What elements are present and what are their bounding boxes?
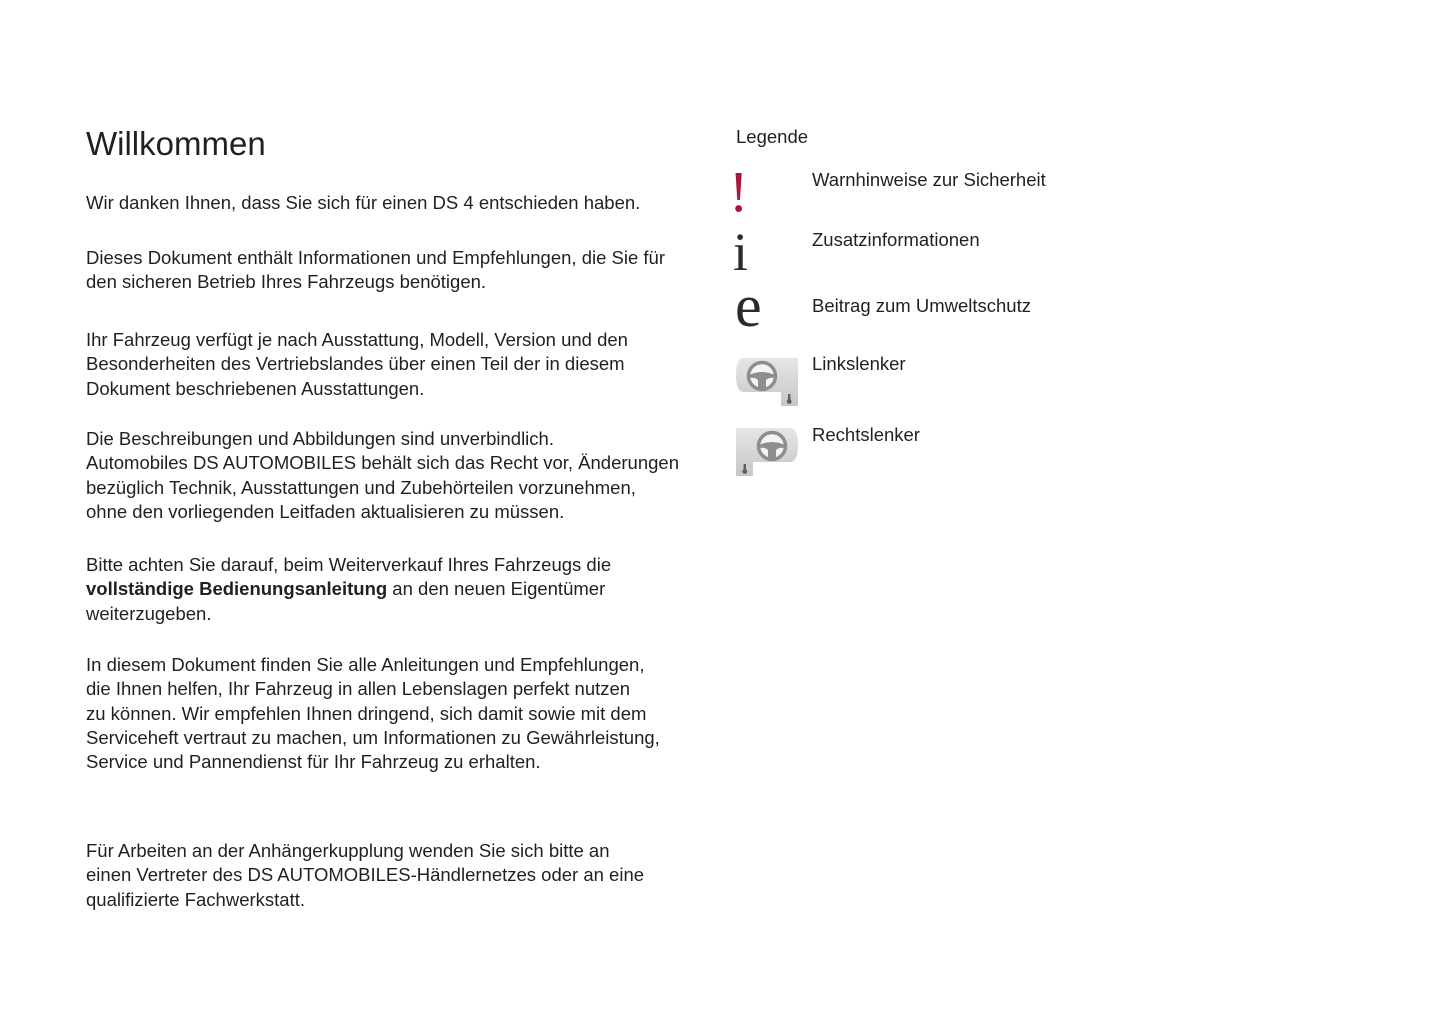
paragraph-line: den sicheren Betrieb Ihres Fahrzeugs benötigen. — [86, 271, 487, 293]
environment-icon: e — [735, 273, 762, 339]
paragraph-line: zu können. Wir empfehlen Ihnen dringend, sich damit sowie mit dem — [86, 702, 647, 724]
legend-label: Beitrag zum Umweltschutz — [812, 295, 1031, 316]
paragraph-resale — [86, 553, 611, 626]
paragraph-line — [86, 577, 611, 601]
left-hand-drive-icon — [735, 356, 799, 406]
paragraph-line: qualifizierte Fachwerkstatt. — [86, 888, 306, 910]
paragraph-line: Dieses Dokument enthält Informationen und Empfehlungen, die Sie für — [86, 247, 665, 268]
legend-label: Rechtslenker — [812, 424, 920, 445]
warning-exclamation-icon: ! — [729, 159, 749, 224]
legend-label: Warnhinweise zur Sicherheit — [812, 169, 1046, 190]
paragraph-line: einen Vertreter des DS AUTOMOBILES-Händlernetzes oder an eine — [86, 864, 645, 886]
paragraph-thanks — [86, 191, 640, 215]
paragraph-line: Serviceheft vertraut zu machen, um Informationen zu Gewährleistung, — [86, 726, 660, 748]
paragraph-equipment — [86, 328, 628, 401]
paragraph-line: In diesem Dokument finden Sie alle Anleitungen und Empfehlungen, — [86, 654, 645, 675]
info-icon: i — [733, 222, 749, 282]
legend-heading: Legende — [736, 126, 809, 147]
paragraph-line: weiterzugeben. — [86, 602, 212, 624]
paragraph-line: Service und Pannendienst für Ihr Fahrzeug zu erhalten. — [86, 751, 541, 773]
paragraph-line: Die Beschreibungen und Abbildungen sind unverbindlich. — [86, 428, 554, 449]
paragraph-line-rest: an den neuen Eigentümer — [387, 578, 606, 600]
thermometer-bulb — [787, 399, 792, 404]
paragraph-line: Besonderheiten des Vertriebslandes über einen Teil der in diesem — [86, 353, 625, 375]
paragraph-line: Wir danken Ihnen, dass Sie sich für einen DS 4 entschieden haben. — [86, 192, 641, 213]
paragraph-line: die Ihnen helfen, Ihr Fahrzeug in allen Lebenslagen perfekt nutzen — [86, 678, 631, 700]
legend-label: Linkslenker — [812, 353, 906, 374]
paragraph-line: Ihr Fahrzeug verfügt je nach Ausstattung, Modell, Version und den — [86, 329, 628, 350]
page-title: Willkommen — [86, 125, 266, 162]
emphasis-text: vollständige Bedienungsanleitung — [86, 578, 388, 600]
paragraph-line: ohne den vorliegenden Leitfaden aktualisieren zu müssen. — [86, 500, 565, 522]
thermometer-bulb — [742, 469, 747, 474]
paragraph-towbar — [86, 839, 644, 912]
paragraph-line: Dokument beschriebenen Ausstattungen. — [86, 377, 425, 399]
right-hand-drive-icon — [735, 426, 799, 476]
paragraph-line: Automobiles DS AUTOMOBILES behält sich das Recht vor, Änderungen — [86, 452, 679, 474]
paragraph-disclaimer — [86, 427, 679, 524]
legend-label: Zusatzinformationen — [812, 229, 980, 250]
paragraph-document-content — [86, 246, 665, 295]
paragraph-line: bezüglich Technik, Ausstattungen und Zubehörteilen vorzunehmen, — [86, 476, 636, 498]
paragraph-line: Bitte achten Sie darauf, beim Weiterverkauf Ihres Fahrzeugs die — [86, 554, 612, 575]
paragraph-guidance — [86, 653, 660, 774]
paragraph-line: Für Arbeiten an der Anhängerkupplung wenden Sie sich bitte an — [86, 840, 610, 861]
